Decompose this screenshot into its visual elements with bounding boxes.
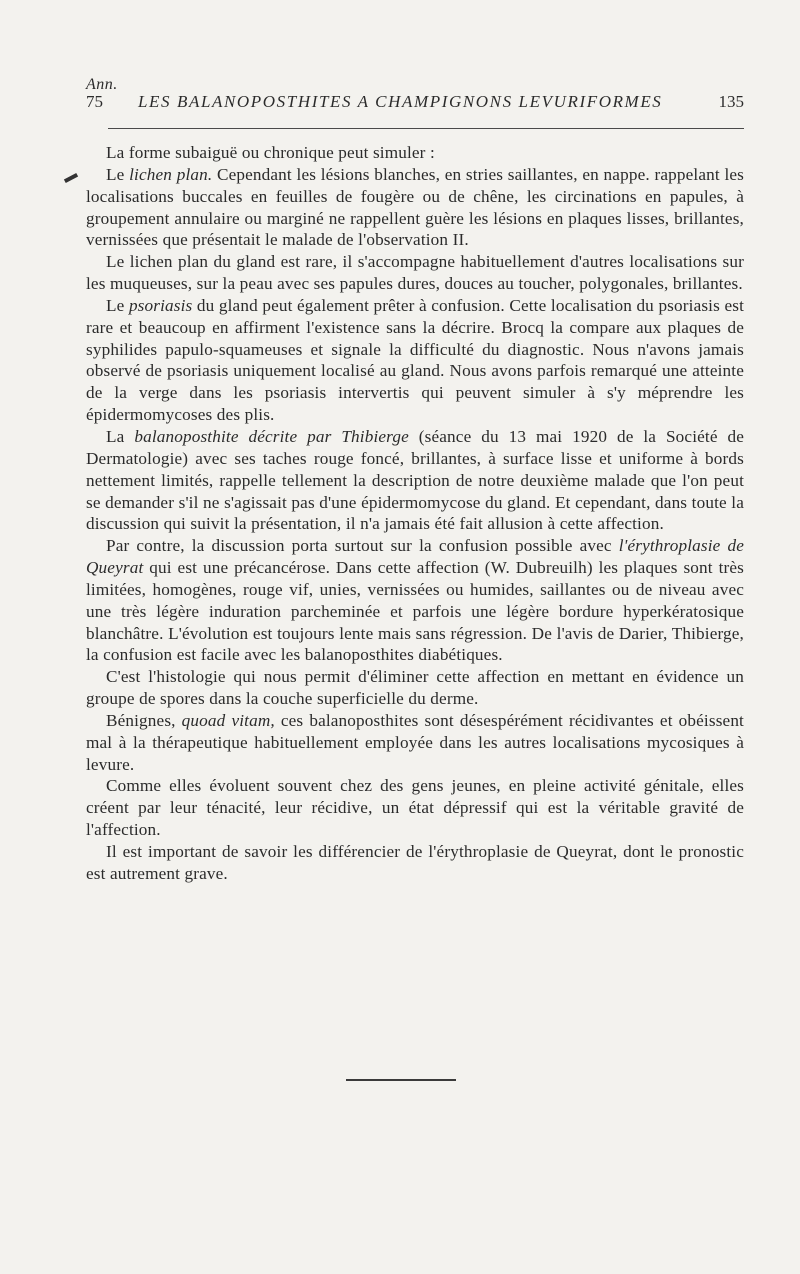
paragraph-text: Comme elles évoluent souvent chez des gens jeunes, en pleine activité génitale, elles créent par leur ténacité, leur récidive, un état dépressif qui est la véritable gravité de l'affection. — [86, 776, 744, 840]
paragraph — [86, 142, 744, 164]
paragraph-text: du gland peut également prêter à confusion. Cette localisation du psoriasis est rare et beaucoup en affirment l'existence sans la décrire. Brocq la compare aux plaques de syphilides papulo-squameuses et signale la difficulté du diagnostic. Nous n'avons jamais observé de psoriasis uniquement localisé au gland. Nous avons parfois remarqué une atteinte de la verge dans les psoriasis intervertis qui peuvent simuler à s'y méprendre les épidermomycoses des plis. — [86, 295, 744, 425]
header-rule — [108, 128, 744, 129]
paragraph-text: Cependant les lésions blanches, en stries saillantes, en nappe. rappelant les localisations buccales en feuilles de fougère ou de chêne, les circinations en papules, à groupement annulaire ou marginé ne rappellent guère les lésions en plaques lisses, brillantes, vernissées que présentait le malade de l'observation II. — [86, 164, 744, 250]
italic-text: lichen plan. — [129, 164, 213, 184]
volume-number: 75 — [86, 92, 103, 111]
italic-text: l'érythroplasie de Queyrat — [86, 536, 744, 578]
paragraph-text: Le lichen plan du gland est rare, il s'accompagne habituellement d'autres localisations sur les muqueuses, sur la peau avec ses papules dures, douces au toucher, polygonales, brillantes. — [86, 252, 744, 294]
paragraph-text: Le — [106, 295, 129, 315]
header-annotation: Ann. — [86, 76, 118, 93]
paragraph-text: La forme subaiguë ou chronique peut simuler : — [106, 143, 435, 162]
margin-mark — [64, 173, 78, 183]
paragraph-text: Par contre, la discussion porta surtout sur la confusion possible avec — [106, 536, 619, 556]
running-header — [86, 92, 744, 114]
paragraph — [86, 251, 744, 295]
paragraph — [86, 666, 744, 710]
paragraph — [86, 841, 744, 885]
paragraph — [86, 295, 744, 426]
paragraph-text: qui est une précancérose. Dans cette affection (W. Dubreuilh) les plaques sont très limitées, homogènes, rouge vif, unies, vernissées ou humides, saillantes ou de niveau avec une très légère induration parcheminée et parfois une légère bordure hyperkératosique blanchâtre. L'évolution est toujours lente mais sans régression. De l'avis de Darier, Thibierge, la confusion est facile avec les balanoposthites diabétiques. — [86, 558, 744, 665]
paragraph-text: La — [106, 426, 135, 446]
paragraph — [86, 426, 744, 535]
paragraph — [86, 535, 744, 666]
paragraph-text: Il est important de savoir les différencier de l'érythroplasie de Queyrat, dont le pronostic est autrement grave. — [86, 842, 744, 883]
end-rule — [346, 1079, 456, 1081]
article-body — [86, 142, 744, 885]
page-number: 135 — [718, 92, 744, 111]
paragraph — [86, 710, 744, 776]
paragraph-text: Le — [106, 164, 130, 184]
paragraph — [86, 775, 744, 841]
italic-text: balanoposthite décrite par Thibierge — [134, 426, 409, 446]
paragraph-text: C'est l'histologie qui nous permit d'éliminer cette affection en mettant en évidence un groupe de spores dans la couche superficielle du derme. — [86, 667, 744, 709]
italic-text: psoriasis — [128, 295, 193, 315]
paragraph-text: ces balanoposthites sont désespérément récidivantes et obéissent mal à la thérapeutique habituellement employée dans les autres localisations mycosiques à levure. — [86, 710, 744, 774]
paragraph-text: Bénignes, — [106, 710, 182, 730]
running-title: LES BALANOPOSTHITES A CHAMPIGNONS LEVURIFORMES — [138, 92, 663, 111]
italic-text: quoad vitam, — [181, 710, 275, 730]
paragraph-text: (séance du 13 mai 1920 de la Société de Dermatologie) avec ses taches rouge foncé, brillantes, à surface lisse et uniforme à bords nettement limités, rappelle tellement la description de notre deuxième malade que l'on peut se demander s'il ne s'agissait pas d'une épidermomycose du gland. Et cependant, dans toute la discussion qui suivit la présentation, il n'a jamais été fait allusion à cette affection. — [86, 426, 745, 534]
paragraph — [86, 164, 744, 251]
